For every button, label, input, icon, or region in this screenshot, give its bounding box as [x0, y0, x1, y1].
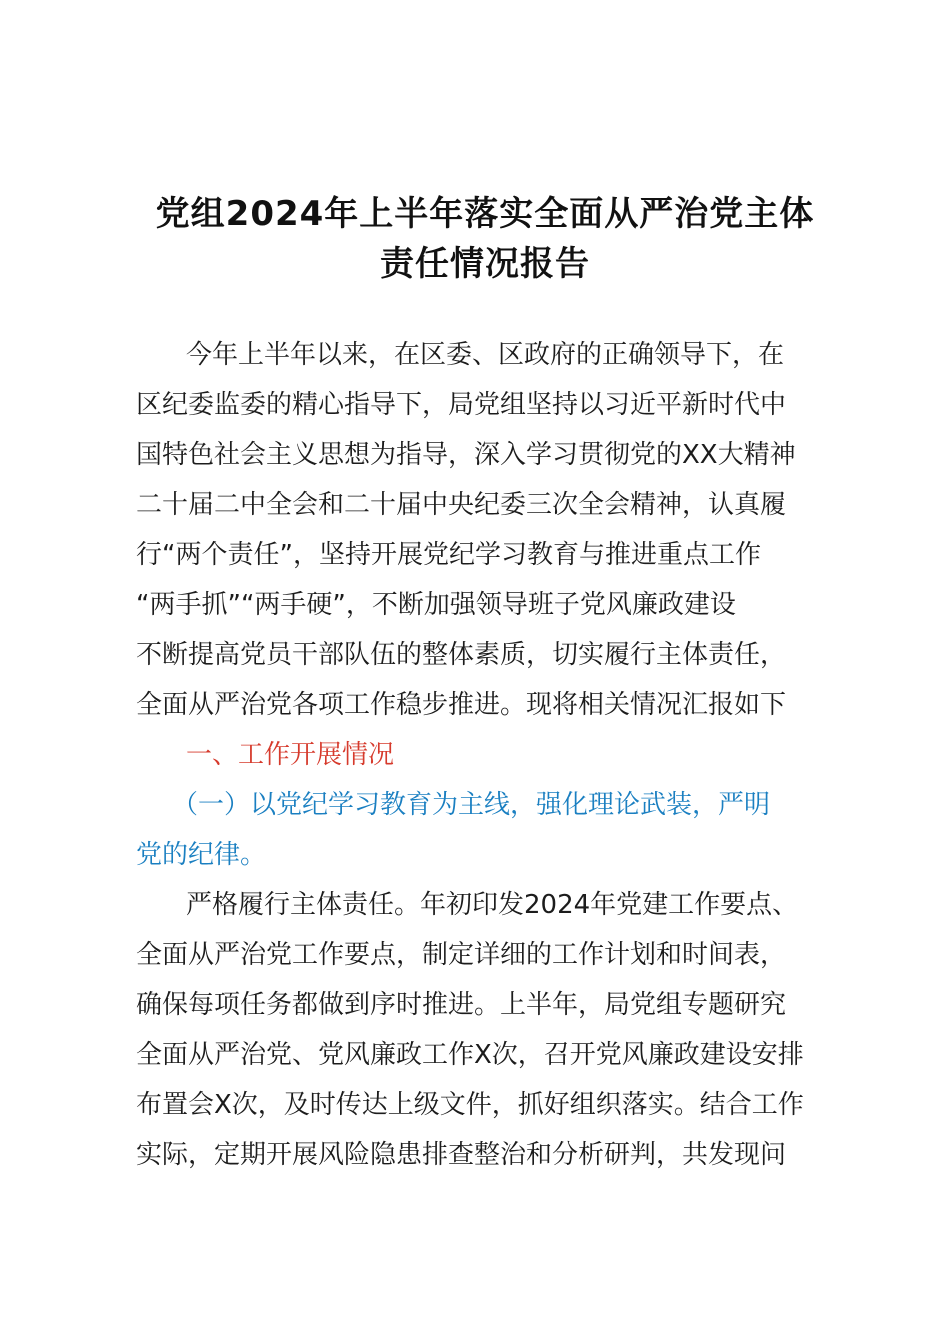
- body-line-2: 全面从严治党工作要点，制定详细的工作计划和时间表，: [136, 940, 787, 970]
- intro-line-1: 今年上半年以来，在区委、区政府的正确领导下，在: [186, 340, 785, 370]
- intro-line-2: 区纪委监委的精心指导下，局党组坚持以习近平新时代中: [136, 390, 787, 420]
- intro-line-3: 国特色社会主义思想为指导，深入学习贯彻党的XX大精神: [136, 440, 796, 470]
- subsection-heading-line-1: （一）以党纪学习教育为主线，强化理论武装，严明: [172, 790, 771, 820]
- intro-line-8: 全面从严治党各项工作稳步推进。现将相关情况汇报如下: [136, 690, 787, 720]
- body-line-3: 确保每项任务都做到序时推进。上半年，局党组专题研究: [136, 990, 787, 1020]
- document-title-line-2: 责任情况报告: [380, 244, 590, 284]
- intro-line-4: 二十届二中全会和二十届中央纪委三次全会精神，认真履: [136, 490, 787, 520]
- body-line-1: 严格履行主体责任。年初印发2024年党建工作要点、: [186, 890, 799, 920]
- subsection-heading-line-2: 党的纪律。: [136, 840, 267, 870]
- intro-line-5: 行“两个责任”，坚持开展党纪学习教育与推进重点工作: [136, 540, 761, 570]
- document-title-line-1: 党组2024年上半年落实全面从严治党主体: [155, 194, 815, 234]
- intro-line-7: 不断提高党员干部队伍的整体素质，切实履行主体责任，: [136, 640, 787, 670]
- intro-line-6: “两手抓”“两手硬”，不断加强领导班子党风廉政建设: [136, 590, 736, 620]
- section-heading: 一、工作开展情况: [186, 740, 395, 770]
- body-line-6: 实际，定期开展风险隐患排查整治和分析研判，共发现问: [136, 1140, 787, 1170]
- body-line-4: 全面从严治党、党风廉政工作X次，召开党风廉政建设安排: [136, 1040, 804, 1070]
- body-line-5: 布置会X次，及时传达上级文件，抓好组织落实。结合工作: [136, 1090, 804, 1120]
